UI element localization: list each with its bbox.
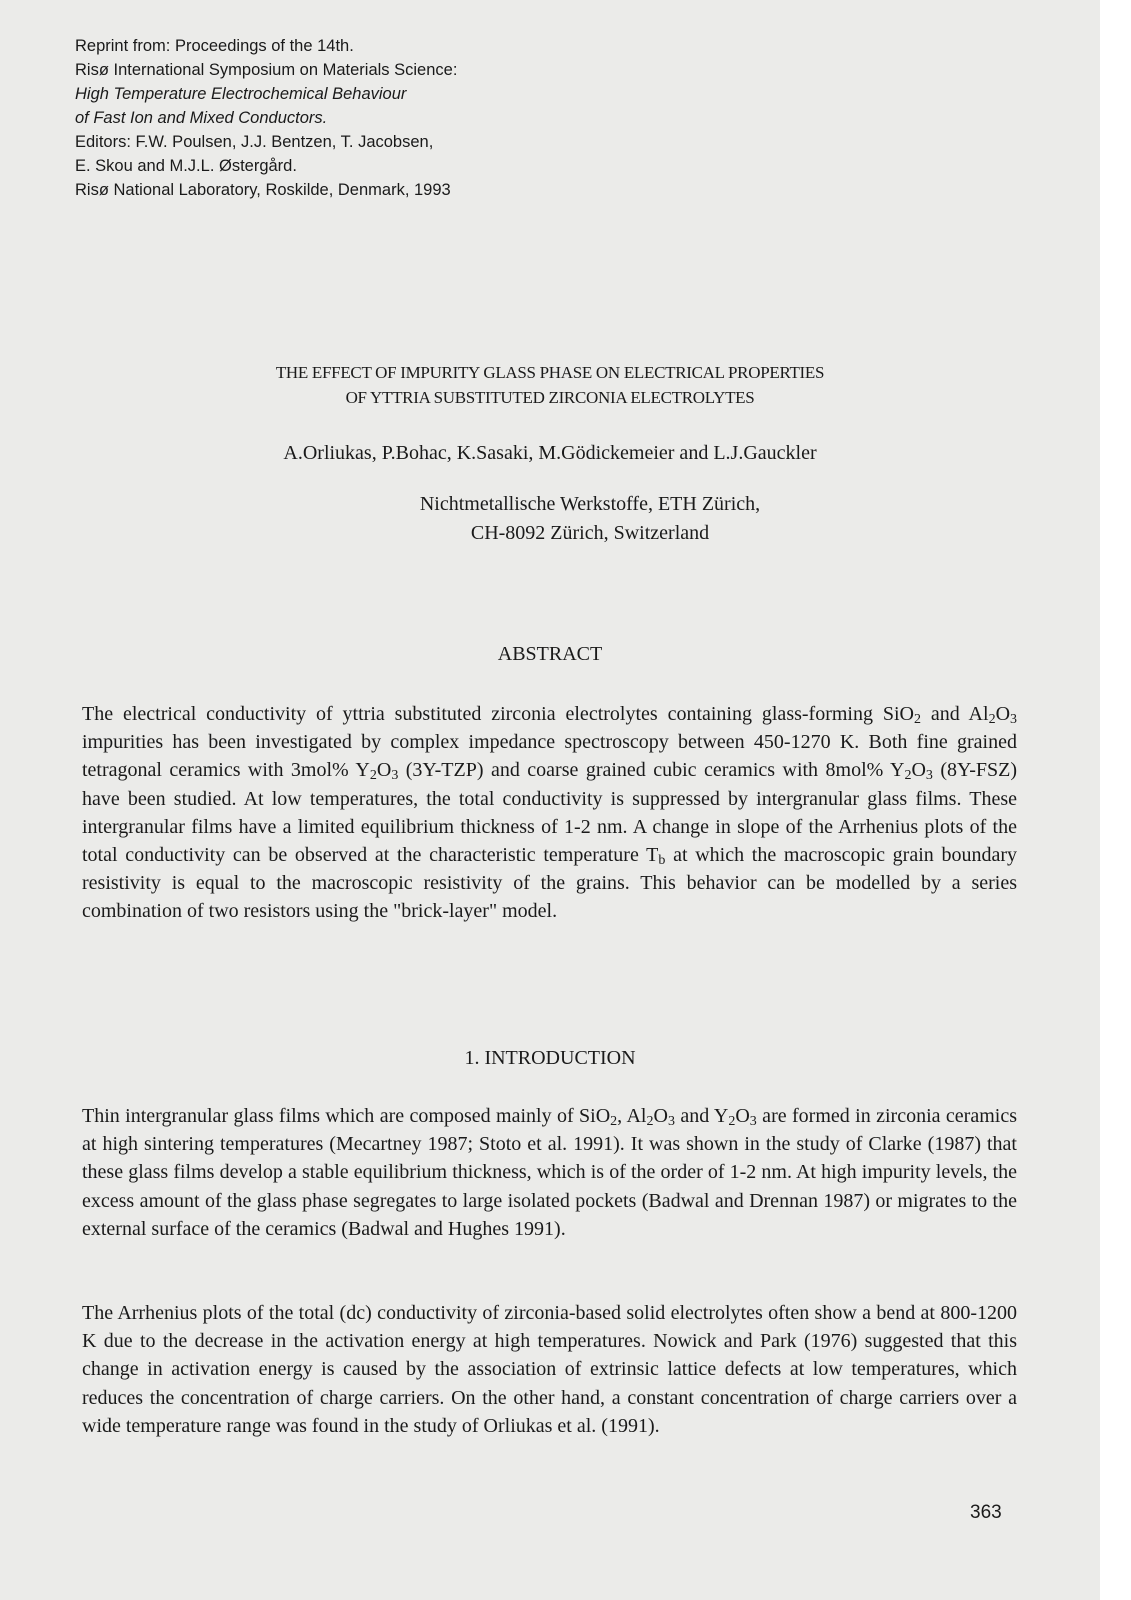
- reprint-notice: [75, 34, 457, 202]
- subscript: 2: [646, 1114, 654, 1129]
- reprint-line: Editors: F.W. Poulsen, J.J. Bentzen, T. Jacobsen,: [75, 133, 434, 151]
- subscript: 3: [391, 768, 399, 784]
- text-run: impurities has been investigated by complex impedance spectroscopy between 450-1270 K. Both fine grained tetragonal ceramics with 3mol% Y: [82, 731, 1017, 782]
- text-run: O: [653, 1105, 668, 1127]
- reprint-line: of Fast Ion and Mixed Conductors.: [75, 109, 328, 127]
- subscript: 3: [925, 768, 933, 784]
- subscript: 3: [749, 1114, 757, 1129]
- subscript: 2: [369, 768, 377, 784]
- subscript: b: [658, 853, 666, 869]
- text-run: O: [995, 703, 1011, 725]
- author-list: A.Orliukas, P.Bohac, K.Sasaki, M.Gödickemeier and L.J.Gauckler: [283, 442, 817, 464]
- subscript: 2: [988, 712, 996, 727]
- text-run: O: [911, 759, 926, 782]
- affiliation: [230, 490, 950, 548]
- reprint-line: Reprint from: Proceedings of the 14th.: [75, 37, 354, 55]
- text-run: , Al: [617, 1105, 647, 1127]
- reprint-line: E. Skou and M.J.L. Østergård.: [75, 157, 297, 175]
- text-run: at which the macroscopic grain boundary resistivity is equal to the macroscopic resistivity of the grains. This behavior can be modelled by a series combination of two resistors using the "brick-layer" model.: [82, 844, 1017, 923]
- abstract-text: [82, 700, 1017, 926]
- title-line: THE EFFECT OF IMPURITY GLASS PHASE ON ELECTRICAL PROPERTIES: [275, 363, 825, 382]
- paper-title: [150, 360, 950, 410]
- text-run: (3Y-TZP) and coarse grained cubic ceramics with 8mol% Y: [398, 759, 905, 782]
- introduction-paragraph-2: The Arrhenius plots of the total (dc) conductivity of zirconia-based solid electrolytes often show a bend at 800-1200 K due to the decrease in the activation energy at high temperatures. Nowick and Park (1976) suggested that this change in activation energy is caused by the association of extrinsic lattice defects at low temperatures, which reduces the concentration of charge carriers. On the other hand, a constant concentration of charge carriers over a wide temperature range was found in the study of Orliukas et al. (1991).: [82, 1302, 1017, 1437]
- introduction-heading: 1. INTRODUCTION: [464, 1047, 636, 1069]
- title-line: OF YTTRIA SUBSTITUTED ZIRCONIA ELECTROLYTES: [345, 388, 755, 407]
- introduction-paragraph-1: [82, 1102, 1017, 1243]
- subscript: 3: [667, 1114, 675, 1129]
- reprint-line: Risø National Laboratory, Roskilde, Denmark, 1993: [75, 181, 451, 199]
- page-edge: [1100, 0, 1131, 1600]
- text-run: and Y: [674, 1105, 729, 1127]
- abstract-heading: ABSTRACT: [497, 643, 603, 665]
- affiliation-line: CH-8092 Zürich, Switzerland: [470, 522, 710, 544]
- text-run: are formed in zirconia ceramics at high sintering temperatures (Mecartney 1987; Stoto et al. 1991). It was shown in the study of Clarke (1987) that these glass films develop a stable equilibrium thickness, which is of the order of 1-2 nm. At high impurity levels, the excess amount of the glass phase segregates to large isolated pockets (Badwal and Drennan 1987) or migrates to the external surface of the ceramics (Badwal and Hughes 1991).: [82, 1105, 1017, 1240]
- subscript: 2: [904, 768, 912, 784]
- subscript: 2: [610, 1114, 618, 1129]
- text-run: O: [376, 759, 392, 782]
- text-run: Thin intergranular glass films which are composed mainly of SiO: [82, 1105, 611, 1127]
- subscript: 2: [728, 1114, 736, 1129]
- reprint-line: High Temperature Electrochemical Behaviour: [75, 85, 407, 103]
- text-run: (8Y-FSZ) have been studied. At low temperatures, the total conductivity is suppressed by intergranular glass films. These intergranular films have a limited equilibrium thickness of 1-2 nm. A change in slope of the Arrhenius plots of the total conductivity can be observed at the characteristic temperature T: [82, 759, 1018, 867]
- reprint-line: Risø International Symposium on Materials Science:: [75, 61, 458, 79]
- text-run: O: [735, 1105, 750, 1127]
- text-run: and Al: [921, 703, 989, 725]
- affiliation-line: Nichtmetallische Werkstoffe, ETH Zürich,: [419, 493, 761, 515]
- subscript: 2: [914, 712, 921, 727]
- subscript: 3: [1010, 712, 1018, 727]
- text-run: The electrical conductivity of yttria substituted zirconia electrolytes containing glass-forming SiO: [82, 703, 914, 725]
- page-number: 363: [970, 1502, 1002, 1523]
